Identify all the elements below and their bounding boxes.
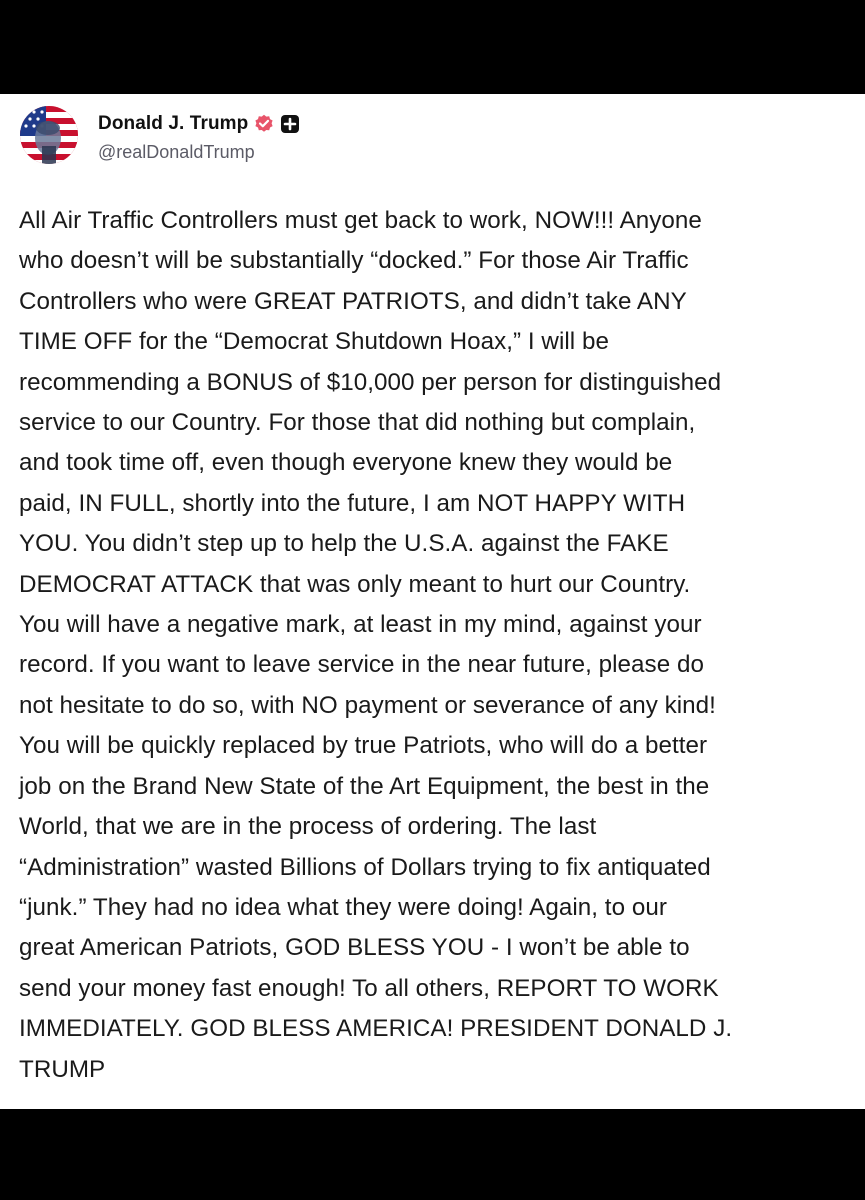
- post-body-line: great American Patriots, GOD BLESS YOU - I won’t be able to: [19, 934, 690, 962]
- post-body-line: “junk.” They had no idea what they were doing! Again, to our: [19, 893, 667, 921]
- post-body-line: World, that we are in the process of ordering. The last: [19, 813, 597, 841]
- avatar[interactable]: [20, 106, 78, 164]
- post-body-line: paid, IN FULL, shortly into the future, I am NOT HAPPY WITH: [19, 489, 686, 517]
- post-body-line: You will have a negative mark, at least in my mind, against your: [19, 611, 702, 639]
- post-body-line: TRUMP: [19, 1055, 106, 1083]
- post-body-line: TIME OFF for the “Democrat Shutdown Hoax,” I will be: [19, 328, 609, 356]
- post-header: [20, 106, 300, 168]
- post-body-line: “Administration” wasted Billions of Dollars trying to fix antiquated: [19, 853, 711, 881]
- post-body-line: DEMOCRAT ATTACK that was only meant to hurt our Country.: [19, 570, 691, 598]
- author-handle[interactable]: @realDonaldTrump: [98, 142, 255, 162]
- post-body-line: All Air Traffic Controllers must get back to work, NOW!!! Anyone: [19, 207, 702, 234]
- post-body-line: not hesitate to do so, with NO payment or severance of any kind!: [19, 691, 716, 719]
- post-body-line: YOU. You didn’t step up to help the U.S.A. against the FAKE: [19, 530, 669, 558]
- post-body-line: job on the Brand New State of the Art Equipment, the best in the: [19, 772, 710, 800]
- plus-square-icon: [280, 114, 300, 134]
- post-body-line: Controllers who were GREAT PATRIOTS, and didn’t take ANY: [19, 287, 687, 315]
- post-body-line: You will be quickly replaced by true Patriots, who will do a better: [19, 732, 708, 760]
- post-body-line: service to our Country. For those that did nothing but complain,: [19, 409, 696, 437]
- post-body-line: IMMEDIATELY. GOD BLESS AMERICA! PRESIDENT DONALD J.: [19, 1015, 733, 1043]
- post-body-line: send your money fast enough! To all others, REPORT TO WORK: [19, 974, 719, 1002]
- post-body-line: record. If you want to leave service in the near future, please do: [19, 651, 704, 679]
- verified-badge-icon: [254, 114, 274, 134]
- post-body-line: recommending a BONUS of $10,000 per person for distinguished: [19, 368, 722, 396]
- post-body-line: and took time off, even though everyone knew they would be: [19, 449, 673, 477]
- post-body-line: who doesn’t will be substantially “docked.” For those Air Traffic: [19, 247, 689, 275]
- avatar-flag-portrait-icon: [20, 106, 78, 164]
- post-body: [19, 201, 834, 1090]
- author-block: [98, 112, 300, 163]
- post-card: [0, 94, 865, 1109]
- author-line: [98, 112, 300, 136]
- author-name[interactable]: Donald J. Trump: [98, 113, 249, 134]
